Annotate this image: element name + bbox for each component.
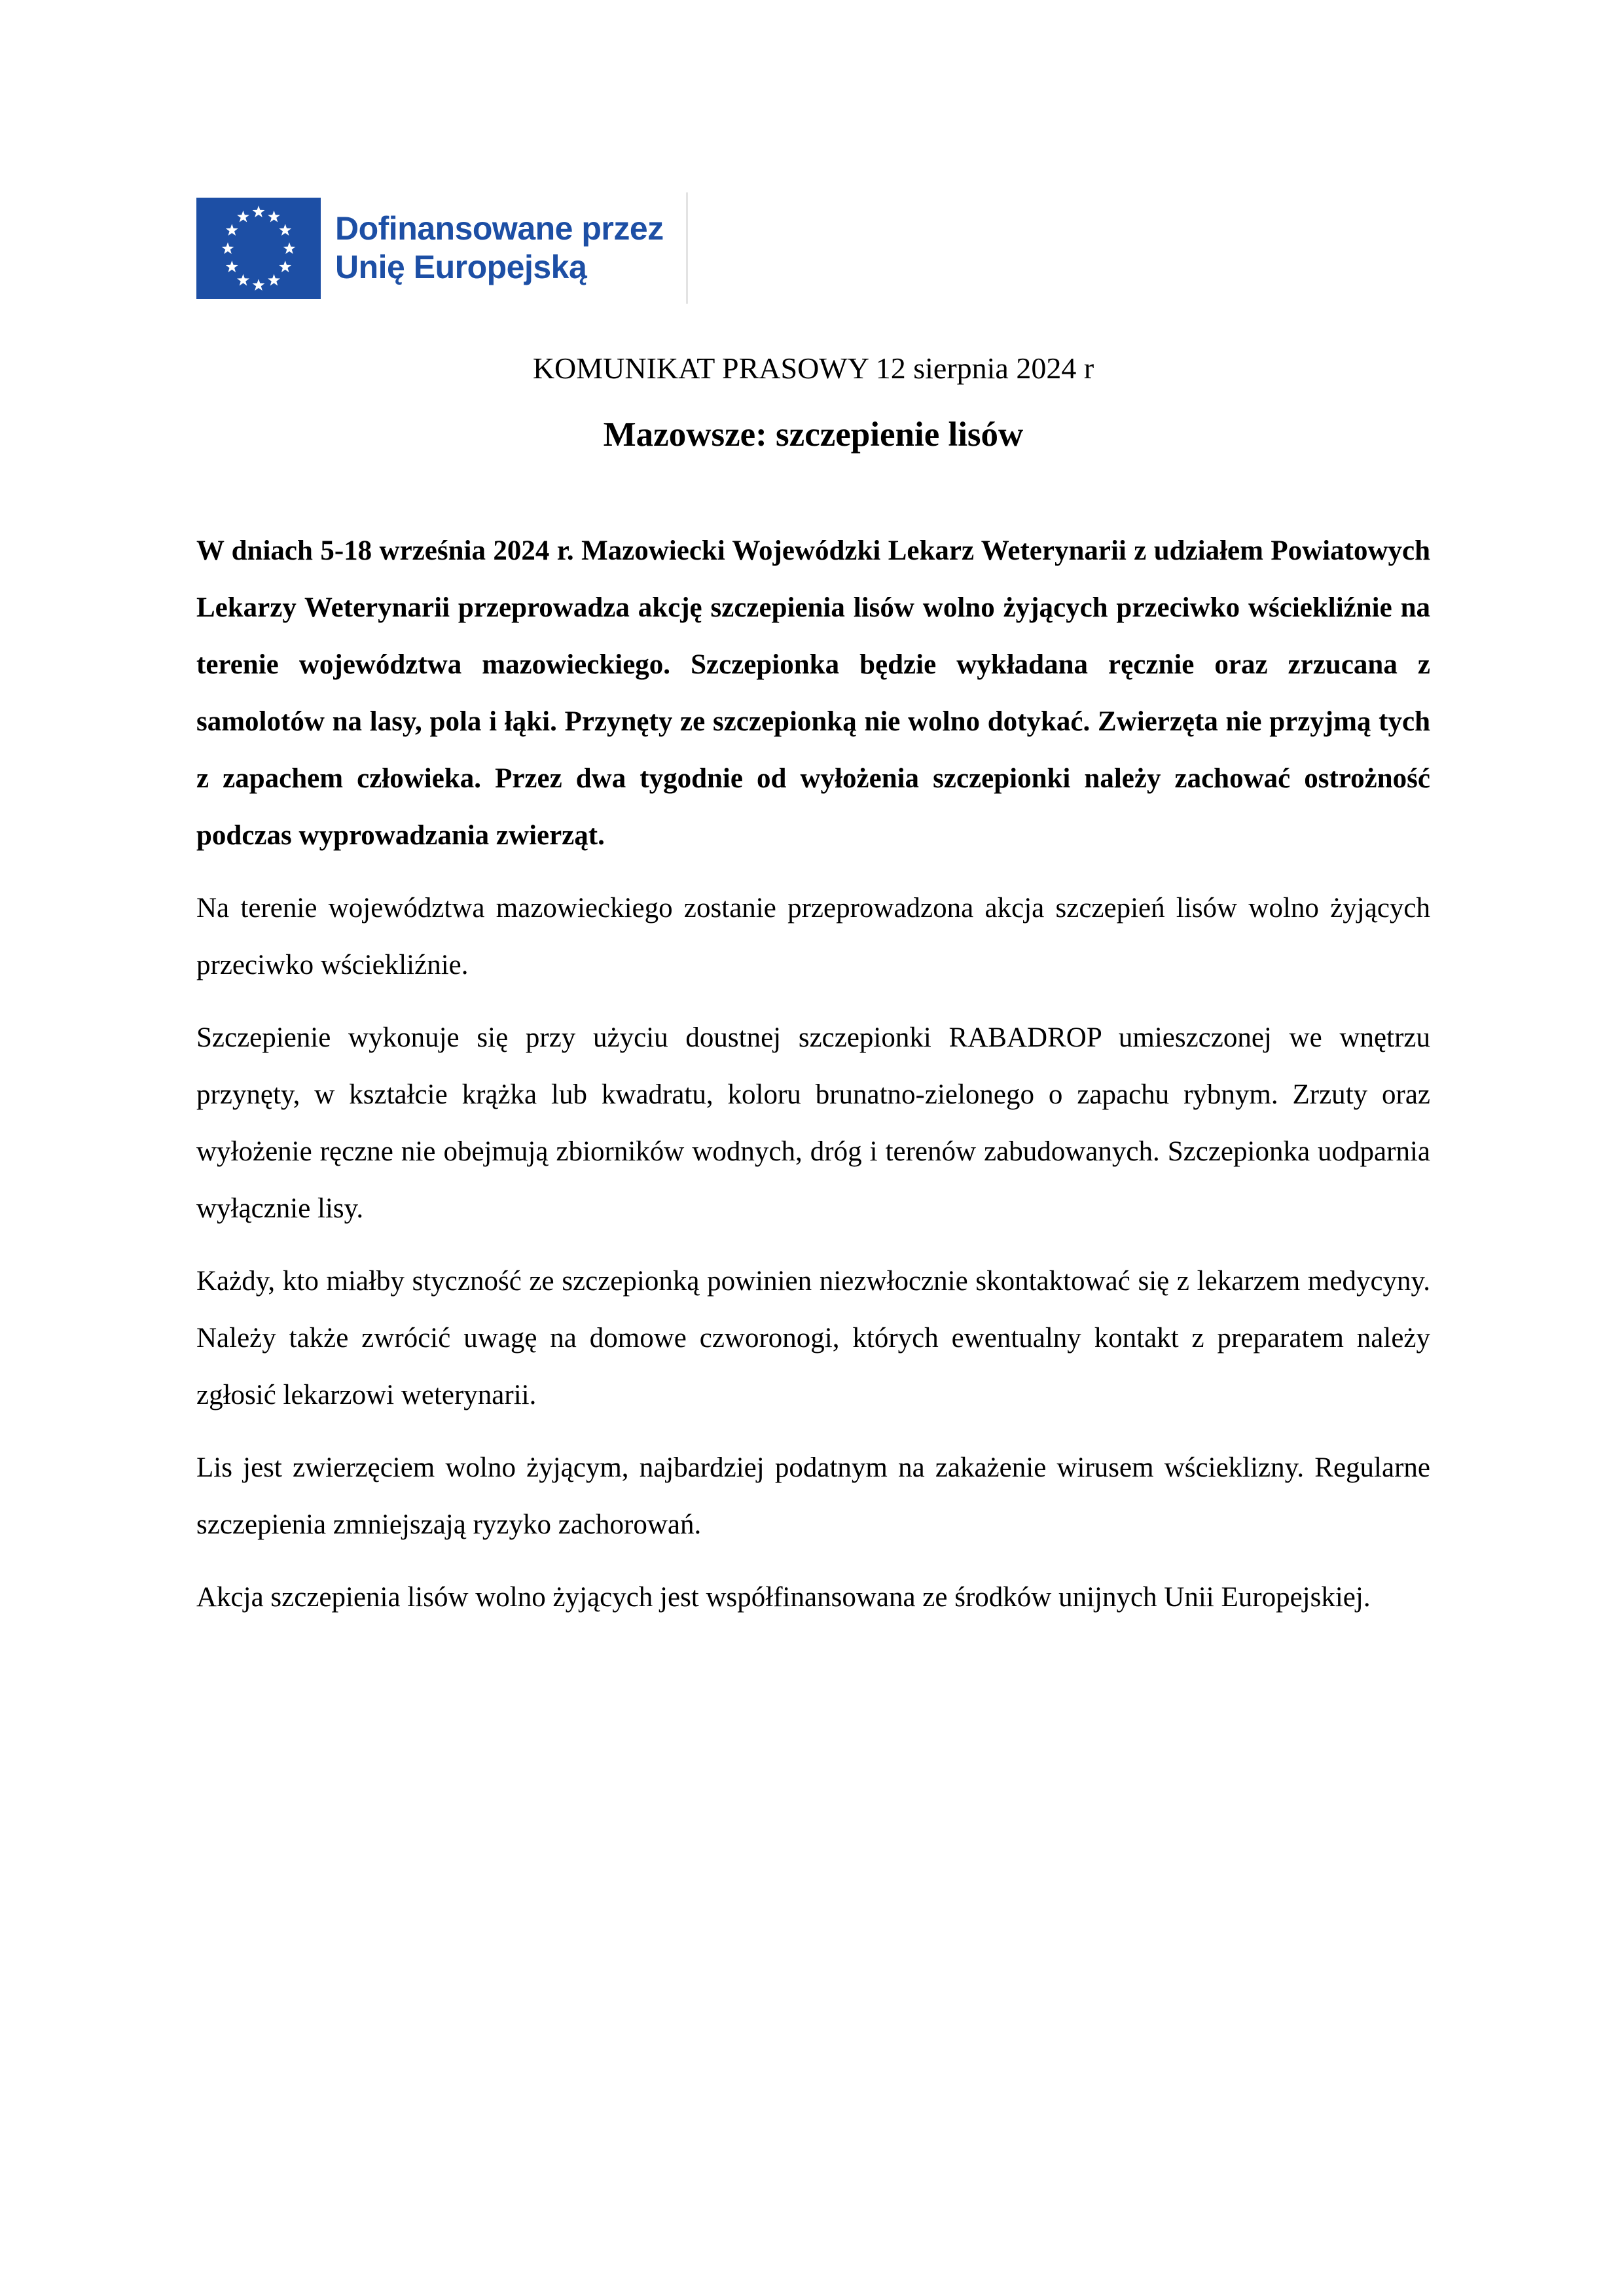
document-body — [196, 522, 1430, 1626]
eu-flag-icon — [196, 198, 321, 299]
press-release-title: KOMUNIKAT PRASOWY 12 sierpnia 2024 r — [532, 351, 1094, 385]
body-paragraph: Na terenie województwa mazowieckiego zostanie przeprowadzona akcja szczepień lisów wolno żyjących przeciwko wściekliźnie. — [196, 892, 1430, 980]
logo-text-line-1: Dofinansowane przez — [335, 210, 664, 247]
body-paragraph: Szczepienie wykonuje się przy użyciu doustnej szczepionki RABADROP umieszczonej we wnętrzu przynęty, w kształcie krążka lub kwadratu, koloru brunatno-zielonego o zapachu rybnym. Zrzuty oraz wyłożenie ręczne nie obejmują zbiorników wodnych, dróg i terenów zabudowanych. Szczepionka uodparnia wyłącznie lisy. — [196, 1022, 1430, 1224]
body-paragraph-lead: W dniach 5-18 września 2024 r. Mazowiecki Wojewódzki Lekarz Weterynarii z udziałem Powiatowych Lekarzy Weterynarii przeprowadza akcję szczepienia lisów wolno żyjących przeciwko wściekliźnie na terenie województwa mazowieckiego. Szczepionka będzie wykładana ręcznie oraz zrzucana z samolotów na lasy, pola i łąki. Przynęty ze szczepionką nie wolno dotykać. Zwierzęta nie przyjmą tych z zapachem człowieka. Przez dwa tygodnie od wyłożenia szczepionki należy zachować ostrożność podczas wyprowadzania zwierząt. — [196, 535, 1430, 851]
logo-divider — [686, 192, 688, 304]
body-paragraph: Lis jest zwierzęciem wolno żyjącym, najbardziej podatnym na zakażenie wirusem wścieklizny. Regularne szczepienia zmniejszają ryzyko zachorowań. — [196, 1452, 1430, 1540]
eu-funding-logo — [196, 192, 1430, 304]
eu-funding-logo-text — [335, 209, 664, 287]
logo-text-line-2: Unię Europejską — [335, 249, 587, 285]
body-paragraph: Akcja szczepienia lisów wolno żyjących jest współfinansowana ze środków unijnych Unii Europejskiej. — [196, 1581, 1371, 1613]
document-heading: Mazowsze: szczepienie lisów — [603, 415, 1024, 454]
body-paragraph: Każdy, kto miałby styczność ze szczepionką powinien niezwłocznie skontaktować się z lekarzem medycyny. Należy także zwrócić uwagę na domowe czworonogi, których ewentualny kontakt z preparatem należy zgłosić lekarzowi weterynarii. — [196, 1265, 1430, 1410]
